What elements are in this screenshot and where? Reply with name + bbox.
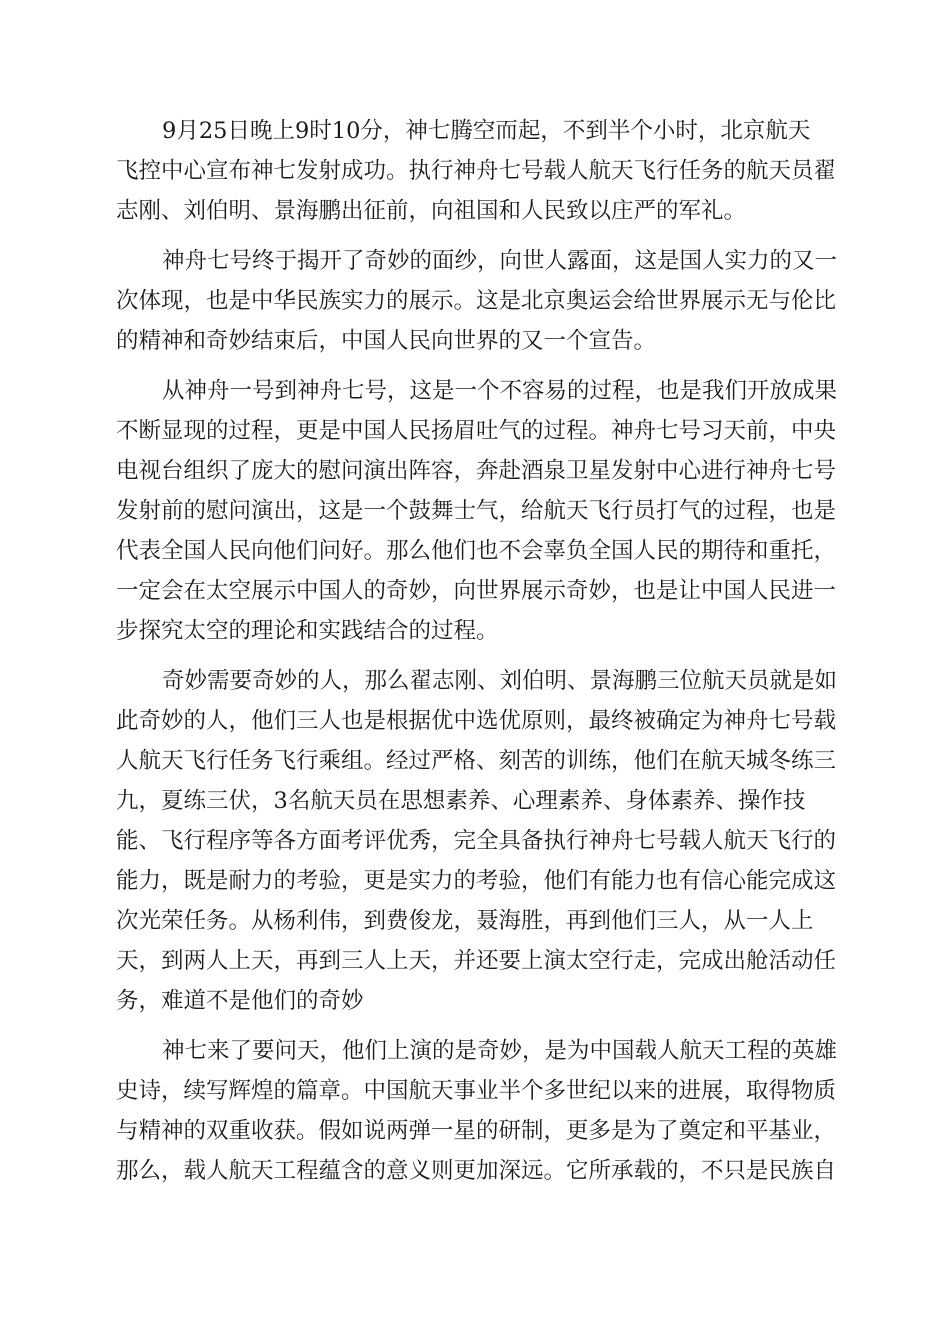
paragraph-line: 此奇妙的人，他们三人也是根据优中选优原则，最终被确定为神舟七号载 <box>116 708 837 734</box>
paragraph-line: 奇妙需要奇妙的人，那么翟志刚、刘伯明、景海鹏三位航天员就是如 <box>162 668 838 694</box>
paragraph-line: 能力，既是耐力的考验，更是实力的考验，他们有能力也有信心能完成这 <box>116 868 837 894</box>
paragraph-line: 神七来了要问天，他们上演的是奇妙，是为中国载人航天工程的英雄 <box>162 1038 838 1064</box>
paragraph-line: 次光荣任务。从杨利伟，到费俊龙，聂海胜，再到他们三人，从一人上 <box>116 908 814 934</box>
paragraph-line: 人航天飞行任务飞行乘组。经过严格、刻苦的训练，他们在航天城冬练三 <box>116 748 837 774</box>
paragraph-line: 飞控中心宣布神七发射成功。执行神舟七号载人航天飞行任务的航天员翟 <box>116 158 837 184</box>
paragraph-line: 史诗，续写辉煌的篇章。中国航天事业半个多世纪以来的进展，取得物质 <box>116 1078 837 1104</box>
paragraph-line: 神舟七号终于揭开了奇妙的面纱，向世人露面，这是国人实力的又一 <box>162 248 838 274</box>
paragraph-line: 与精神的双重收获。假如说两弹一星的研制，更多是为了奠定和平基业， <box>116 1118 837 1144</box>
paragraph-line: 步探究太空的理论和实践结合的过程。 <box>116 618 499 644</box>
paragraph-line: 电视台组织了庞大的慰问演出阵容，奔赴酒泉卫星发射中心进行神舟七号 <box>116 458 837 484</box>
paragraph-line: 9月25日晚上9时10分，神七腾空而起，不到半个小时，北京航天 <box>162 118 811 144</box>
paragraph-line: 一定会在太空展示中国人的奇妙，向世界展示奇妙，也是让中国人民进一 <box>116 578 837 604</box>
paragraph-line: 务，难道不是他们的奇妙 <box>116 988 364 1014</box>
paragraph-line: 九，夏练三伏，3名航天员在思想素养、心理素养、身体素养、操作技 <box>116 788 806 814</box>
paragraph-line: 代表全国人民向他们问好。那么他们也不会辜负全国人民的期待和重托， <box>116 538 837 564</box>
paragraph-line: 能、飞行程序等各方面考评优秀，完全具备执行神舟七号载人航天飞行的 <box>116 828 837 854</box>
paragraph-line: 发射前的慰问演出，这是一个鼓舞士气，给航天飞行员打气的过程，也是 <box>116 498 837 524</box>
paragraph-line: 那么，载人航天工程蕴含的意义则更加深远。它所承载的，不只是民族自 <box>116 1158 837 1184</box>
paragraph-line: 次体现，也是中华民族实力的展示。这是北京奥运会给世界展示无与伦比 <box>116 288 837 314</box>
paragraph-line: 志刚、刘伯明、景海鹏出征前，向祖国和人民致以庄严的军礼。 <box>116 198 747 224</box>
paragraph-line: 天，到两人上天，再到三人上天，并还要上演太空行走，完成出舱活动任 <box>116 948 837 974</box>
paragraph-line: 从神舟一号到神舟七号，这是一个不容易的过程，也是我们开放成果 <box>162 378 838 404</box>
paragraph-line: 的精神和奇妙结束后，中国人民向世界的又一个宣告。 <box>116 328 657 354</box>
paragraph-line: 不断显现的过程，更是中国人民扬眉吐气的过程。神舟七号习天前，中央 <box>116 418 837 444</box>
